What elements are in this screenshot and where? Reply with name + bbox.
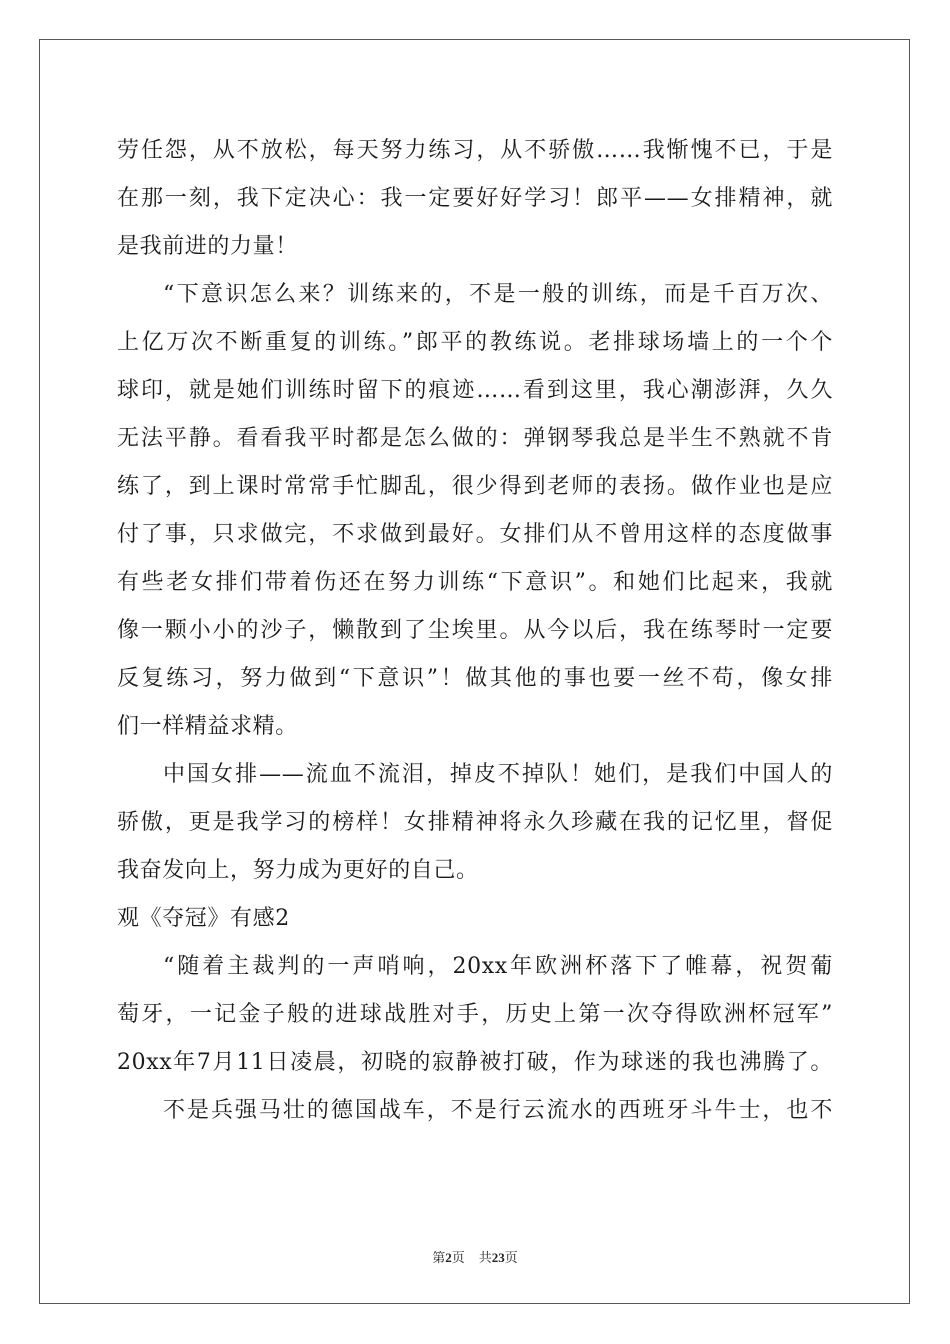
text-line: 上亿万次不断重复的训练。”郎平的教练说。老排球场墙上的一个个 [117,330,833,355]
footer-page-unit: 页 [451,1250,465,1265]
page-footer [0,1247,950,1266]
section-heading: 观《夺冠》有感2 [117,906,290,931]
text-line: 在那一刻，我下定决心：我一定要好好学习！郎平——女排精神，就 [117,186,833,211]
text-line: 20xx年7月11日凌晨，初晓的寂静被打破，作为球迷的我也沸腾了。 [117,1050,833,1075]
document-body [117,127,833,1135]
text-line: 们一样精益求精。 [117,714,298,739]
text-line: “随着主裁判的一声哨响，20xx年欧洲杯落下了帷幕，祝贺葡 [163,954,833,979]
text-line: 练了，到上课时常常手忙脚乱，很少得到老师的表扬。做作业也是应 [117,474,833,499]
text-line: 反复练习，努力做到“下意识”！做其他的事也要一丝不苟，像女排 [117,666,833,691]
text-line: “下意识怎么来？训练来的，不是一般的训练，而是千百万次、 [163,282,833,307]
footer-total-unit: 页 [504,1250,518,1265]
text-line: 是我前进的力量！ [117,234,298,259]
current-page-number: 2 [445,1250,452,1265]
text-line: 不是兵强马壮的德国战车，不是行云流水的西班牙斗牛士，也不 [163,1098,833,1123]
text-line: 中国女排——流血不流泪，掉皮不掉队！她们，是我们中国人的 [163,762,833,787]
text-line: 劳任怨，从不放松，每天努力练习，从不骄傲……我惭愧不已，于是 [117,138,833,163]
total-pages-number: 23 [491,1250,505,1265]
text-line: 骄傲，更是我学习的榜样！女排精神将永久珍藏在我的记忆里，督促 [117,810,833,835]
text-line: 球印，就是她们训练时留下的痕迹……看到这里，我心潮澎湃，久久 [117,378,833,403]
text-line: 有些老女排们带着伤还在努力训练“下意识”。和她们比起来，我就 [117,570,833,595]
text-line: 付了事，只求做完，不求做到最好。女排们从不曾用这样的态度做事 [117,522,833,547]
text-line: 无法平静。看看我平时都是怎么做的：弹钢琴我总是半生不熟就不肯 [117,426,833,451]
text-line: 萄牙，一记金子般的进球战胜对手，历史上第一次夺得欧洲杯冠军” [117,1002,833,1027]
text-line: 我奋发向上，努力成为更好的自己。 [117,858,479,883]
footer-prefix: 第 [432,1250,446,1265]
footer-total-prefix: 共 [478,1250,492,1265]
text-line: 像一颗小小的沙子，懒散到了尘埃里。从今以后，我在练琴时一定要 [117,618,833,643]
